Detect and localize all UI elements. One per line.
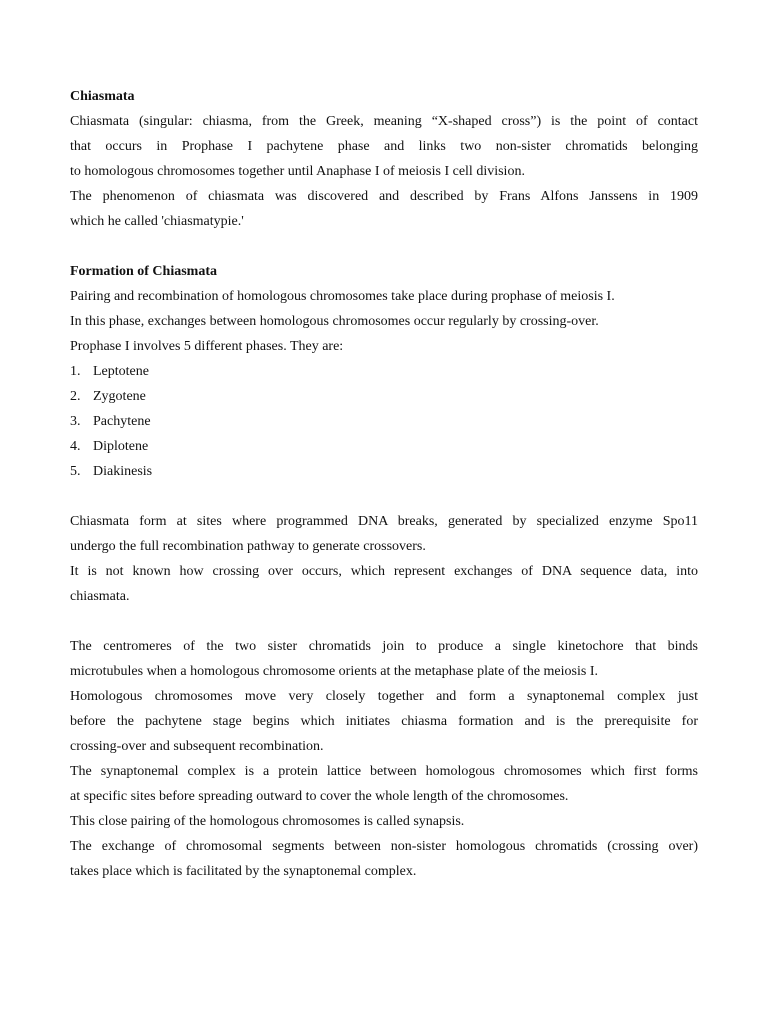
list-number: 1.	[70, 364, 81, 379]
paragraph-unknown	[70, 559, 698, 609]
list-item	[70, 384, 698, 409]
text-line: microtubules when a homologous chromosome orients at the metaphase plate of the meiosis I.	[70, 664, 598, 679]
paragraph-prophase-intro: Prophase I involves 5 different phases. They are:	[70, 339, 344, 354]
paragraph-centromeres	[70, 634, 698, 684]
text-line: which he called 'chiasmatypie.'	[70, 214, 244, 229]
list-label: Diakinesis	[93, 464, 153, 479]
list-item	[70, 359, 698, 384]
list-number: 4.	[70, 439, 81, 454]
text-line: undergo the full recombination pathway to generate crossovers.	[70, 539, 426, 554]
text-line: Chiasmata form at sites where programmed DNA breaks, generated by specialized enzyme Spo11	[70, 514, 698, 529]
list-item	[70, 434, 698, 459]
list-label: Diplotene	[93, 439, 149, 454]
text-line: It is not known how crossing over occurs, which represent exchanges of DNA sequence data, into	[70, 564, 698, 579]
paragraph-protein-lattice	[70, 759, 698, 809]
heading-chiasmata: Chiasmata	[70, 89, 135, 104]
text-line: that occurs in Prophase I pachytene phase and links two non-sister chromatids belonging	[70, 139, 698, 154]
text-line: Homologous chromosomes move very closely together and form a synaptonemal complex just	[70, 689, 698, 704]
paragraph-spo11	[70, 509, 698, 559]
paragraph-synaptonemal-formation	[70, 684, 698, 759]
list-item	[70, 409, 698, 434]
text-line: The synaptonemal complex is a protein lattice between homologous chromosomes which first forms	[70, 764, 698, 779]
text-line: The centromeres of the two sister chromatids join to produce a single kinetochore that binds	[70, 639, 698, 654]
paragraph-exchange	[70, 834, 698, 884]
text-line: The exchange of chromosomal segments between non-sister homologous chromatids (crossing over)	[70, 839, 698, 854]
text-line: to homologous chromosomes together until Anaphase I of meiosis I cell division.	[70, 164, 525, 179]
list-item	[70, 459, 698, 484]
text-line: Chiasmata (singular: chiasma, from the Greek, meaning “X-shaped cross”) is the point of contact	[70, 114, 698, 129]
list-number: 5.	[70, 464, 81, 479]
paragraph-exchanges: In this phase, exchanges between homologous chromosomes occur regularly by crossing-over.	[70, 314, 599, 329]
list-label: Pachytene	[93, 414, 151, 429]
list-label: Zygotene	[93, 389, 146, 404]
prophase-phase-list	[70, 359, 698, 484]
spacer	[70, 484, 698, 509]
list-number: 2.	[70, 389, 81, 404]
paragraph-synapsis: This close pairing of the homologous chromosomes is called synapsis.	[70, 814, 465, 829]
text-line: before the pachytene stage begins which initiates chiasma formation and is the prerequisite for	[70, 714, 698, 729]
paragraph-definition	[70, 109, 698, 184]
spacer	[70, 234, 698, 259]
paragraph-pairing: Pairing and recombination of homologous chromosomes take place during prophase of meiosis I.	[70, 289, 615, 304]
heading-formation: Formation of Chiasmata	[70, 264, 217, 279]
list-number: 3.	[70, 414, 81, 429]
list-label: Leptotene	[93, 364, 149, 379]
text-line: The phenomenon of chiasmata was discovered and described by Frans Alfons Janssens in 1909	[70, 189, 698, 204]
paragraph-discovery	[70, 184, 698, 234]
spacer	[70, 609, 698, 634]
text-line: takes place which is facilitated by the synaptonemal complex.	[70, 864, 417, 879]
document-body	[70, 84, 698, 884]
text-line: crossing-over and subsequent recombination.	[70, 739, 324, 754]
text-line: chiasmata.	[70, 589, 130, 604]
text-line: at specific sites before spreading outward to cover the whole length of the chromosomes.	[70, 789, 569, 804]
